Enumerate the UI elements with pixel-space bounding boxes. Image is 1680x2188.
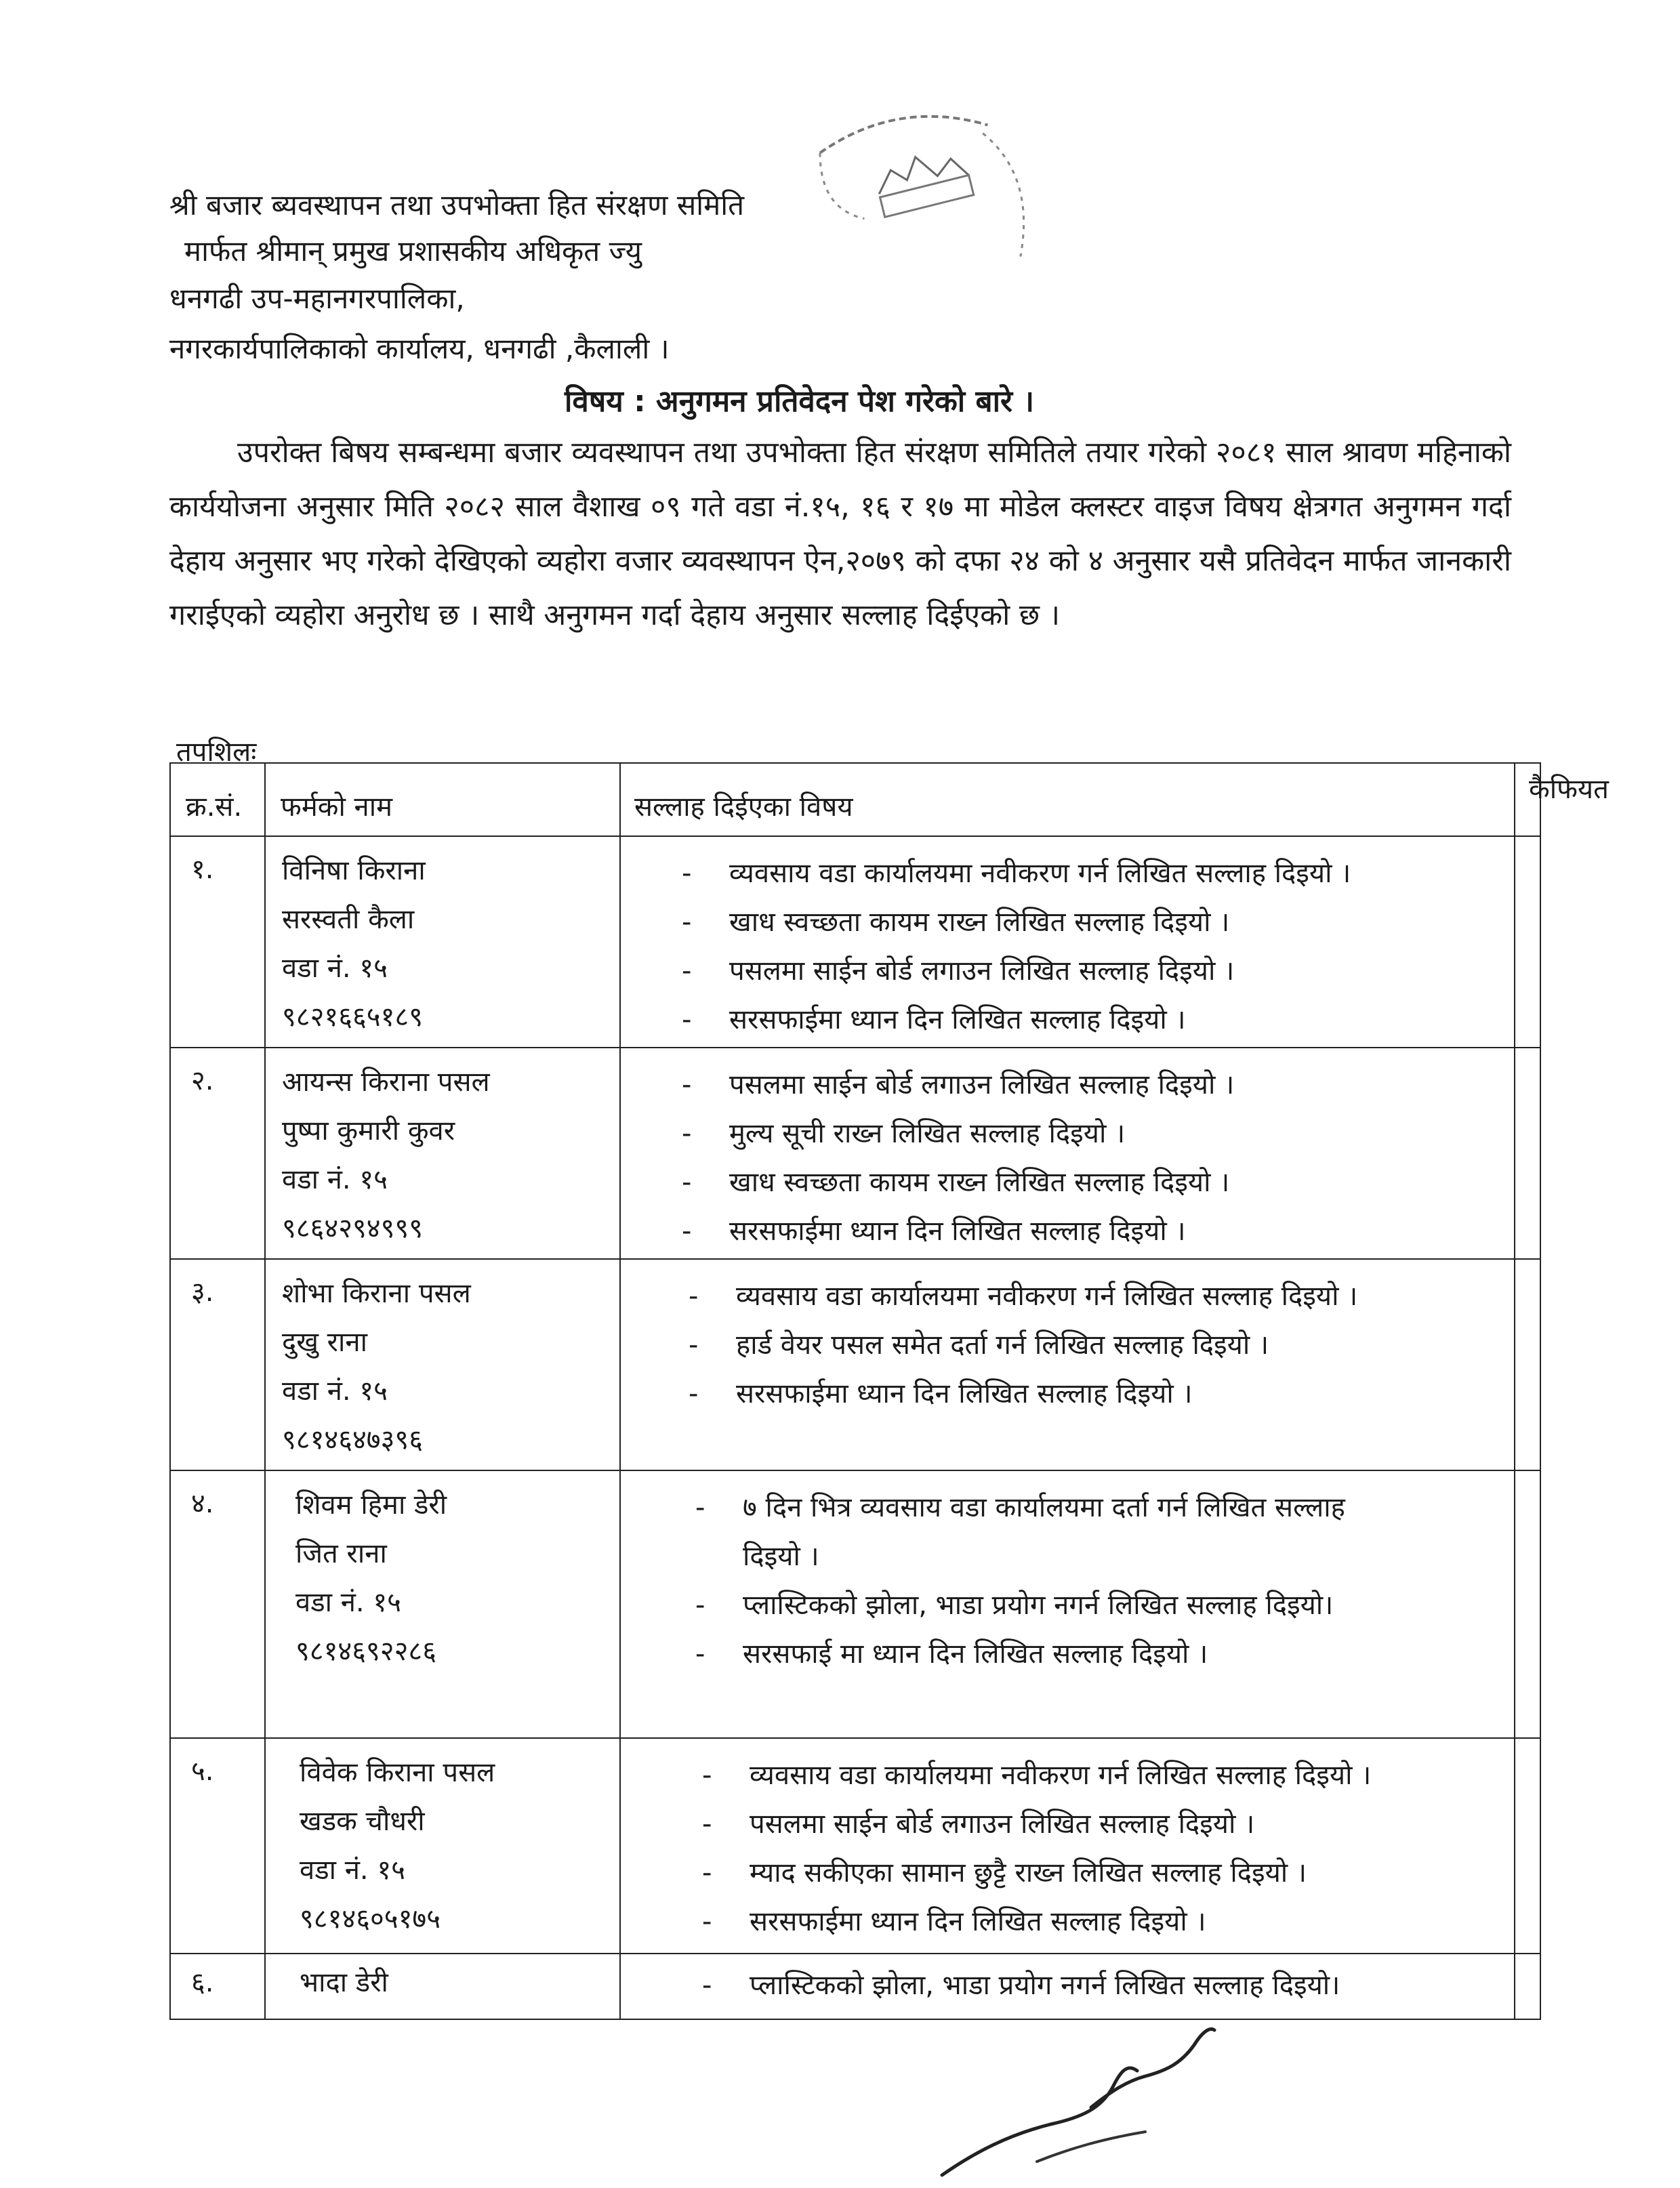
advice-item: व्यवसाय वडा कार्यालयमा नवीकरण गर्न लिखित सल्लाह दिइयो । — [750, 1760, 1372, 1791]
table-row — [170, 1954, 1540, 2019]
header-remarks: कैफियत — [1515, 763, 1540, 836]
firm-name: भादा डेरी — [300, 1967, 388, 1998]
firm-name: विनिषा किराना — [282, 855, 426, 886]
row-serial: १. — [191, 854, 214, 885]
recipient-line-2: मार्फत श्रीमान् प्रमुख प्रशासकीय अधिकृत ज्यु — [184, 234, 642, 268]
subject-text: विषय : अनुगमन प्रतिवेदन पेश गरेको बारे । — [565, 384, 1034, 419]
body-paragraph — [169, 426, 1511, 642]
advice-list: - व्यवसाय वडा कार्यालयमा नवीकरण गर्न लिखित सल्लाह दिइयो । - पसलमा साईन बोर्ड लगाउन लिखित सल्लाह दिइयो । - म्याद सकीएका सामान छुट्टै राख्न लिखित सल्लाह दिइयो । - सरसफाईमा ध्यान दिन लिखित सल्लाह दिइयो । — [702, 1760, 1372, 1937]
table-row — [170, 1470, 1540, 1738]
firm-details — [266, 1739, 619, 1949]
phone-number: ९८१४६०५१७५ — [300, 1903, 441, 1935]
firm-name: विवेक किराना पसल — [300, 1757, 495, 1788]
body-text: उपरोक्त बिषय सम्बन्धमा बजार व्यवस्थापन तथा उपभोक्ता हित संरक्षण समितिले तयार गरेको २०८१ साल श्रावण महिनाको कार्ययोजना अनुसार मिति २०८२ साल वैशाख ०९ गते वडा नं.१५, १६ र १७ मा मोडेल क्लस्टर वाइज विषय क्षेत्रगत अनुगमन गर्दा देहाय अनुसार भए गरेको देखिएको व्यहोरा वजार व्यवस्थापन ऐन,२०७९ को दफा २४ को ४ अनुसार यसै प्रतिवेदन मार्फत जानकारी गराईएको व्यहोरा अनुरोध छ । साथै अनुगमन गर्दा देहाय अनुसार सल्लाह दिईएको छ । — [169, 436, 1511, 632]
advice-item: म्याद सकीएका सामान छुट्टै राख्न लिखित सल्लाह दिइयो । — [750, 1857, 1307, 1888]
owner-name: पुष्पा कुमारी कुवर — [282, 1115, 455, 1147]
advice-list: - व्यवसाय वडा कार्यालयमा नवीकरण गर्न लिखित सल्लाह दिइयो । - खाध स्वच्छता कायम राख्न लिखित सल्लाह दिइयो । - पसलमा साईन बोर्ड लगाउन लिखित सल्लाह दिइयो । - सरसफाईमा ध्यान दिन लिखित सल्लाह दिइयो । — [682, 858, 1351, 1035]
office-stamp — [786, 102, 1071, 346]
firm-details — [266, 837, 619, 1047]
advice-list: - व्यवसाय वडा कार्यालयमा नवीकरण गर्न लिखित सल्लाह दिइयो । - हार्ड वेयर पसल समेत दर्ता गर्न लिखित सल्लाह दिइयो । - सरसफाईमा ध्यान दिन लिखित सल्लाह दिइयो । — [689, 1281, 1358, 1409]
row-serial: २. — [191, 1065, 214, 1096]
advice-item: पसलमा साईन बोर्ड लगाउन लिखित सल्लाह दिइयो । — [729, 1069, 1235, 1100]
ward-number: वडा नं. १५ — [295, 1587, 401, 1618]
signature — [935, 2006, 1220, 2182]
phone-number: ९८२१६६५१८९ — [282, 1002, 423, 1033]
ward-number: वडा नं. १५ — [300, 1855, 405, 1886]
header-advice: सल्लाह दिईएका विषय — [620, 763, 1515, 836]
firm-details — [266, 1954, 619, 2012]
firm-name: आयन्स किराना पसल — [282, 1067, 490, 1098]
row-serial: ५. — [191, 1756, 214, 1787]
ward-number: वडा नं. १५ — [282, 1164, 388, 1195]
row-serial: ४. — [191, 1488, 214, 1519]
advice-item: प्लास्टिकको झोला, भाडा प्रयोग नगर्न लिखित सल्लाह दिइयो। — [743, 1590, 1334, 1621]
firm-name: शिवम हिमा डेरी — [295, 1489, 447, 1521]
advice-table — [169, 762, 1609, 2020]
phone-number: ९८१४६९२२८६ — [295, 1636, 436, 1667]
table-header-row — [170, 763, 1540, 836]
advice-item: पसलमा साईन बोर्ड लगाउन लिखित सल्लाह दिइयो । — [729, 955, 1235, 987]
firm-name: शोभा किराना पसल — [282, 1278, 471, 1309]
row-remarks — [1515, 1738, 1540, 1954]
advice-list: - पसलमा साईन बोर्ड लगाउन लिखित सल्लाह दिइयो । - मुल्य सूची राख्न लिखित सल्लाह दिइयो । - खाध स्वच्छता कायम राख्न लिखित सल्लाह दिइयो । - सरसफाईमा ध्यान दिन लिखित सल्लाह दिइयो । — [682, 1069, 1235, 1247]
row-remarks — [1515, 1470, 1540, 1738]
advice-item: खाध स्वच्छता कायम राख्न लिखित सल्लाह दिइयो । — [729, 1167, 1230, 1198]
recipient-line-4: नगरकार्यपालिकाको कार्यालय, धनगढी ,कैलाली । — [169, 332, 670, 365]
advice-item: सरसफाईमा ध्यान दिन लिखित सल्लाह दिइयो । — [729, 1216, 1186, 1247]
ward-number: वडा नं. १५ — [282, 953, 388, 984]
header-firm: फर्मको नाम — [265, 763, 620, 836]
owner-name: खडक चौधरी — [300, 1806, 425, 1837]
table-row — [170, 836, 1540, 1048]
row-remarks — [1515, 1954, 1540, 2019]
row-remarks — [1515, 1259, 1540, 1470]
table-row — [170, 1048, 1540, 1259]
row-serial: ६. — [191, 1967, 214, 1998]
row-remarks — [1515, 836, 1540, 1048]
advice-item: सरसफाईमा ध्यान दिन लिखित सल्लाह दिइयो । — [750, 1906, 1206, 1937]
advice-item: व्यवसाय वडा कार्यालयमा नवीकरण गर्न लिखित सल्लाह दिइयो । — [729, 858, 1351, 889]
firm-details — [266, 1471, 619, 1681]
advice-item: हार्ड वेयर पसल समेत दर्ता गर्न लिखित सल्लाह दिइयो । — [736, 1329, 1269, 1361]
row-serial: ३. — [191, 1277, 214, 1308]
advice-list: - प्लास्टिकको झोला, भाडा प्रयोग नगर्न लिखित सल्लाह दिइयो। — [702, 1970, 1340, 2001]
table-row — [170, 1259, 1540, 1470]
header-serial: क्र.सं. — [170, 763, 265, 836]
details-label: तपशिलः — [176, 737, 257, 768]
advice-item: प्लास्टिकको झोला, भाडा प्रयोग नगर्न लिखित सल्लाह दिइयो। — [750, 1970, 1340, 2001]
firm-details — [266, 1048, 619, 1258]
advice-list: - ७ दिन भित्र व्यवसाय वडा कार्यालयमा दर्ता गर्न लिखित सल्लाह दिइयो । - प्लास्टिकको झोला, भाडा प्रयोग नगर्न लिखित सल्लाह दिइयो। - सरसफाई मा ध्यान दिन लिखित सल्लाह दिइयो । — [695, 1492, 1345, 1670]
table-row — [170, 1738, 1540, 1954]
owner-name: जित राना — [295, 1538, 387, 1569]
recipient-line-3: धनगढी उप-महानगरपालिका, — [169, 282, 465, 315]
phone-number: ९८६४२९४९९९ — [282, 1213, 423, 1244]
owner-name: सरस्वती कैला — [282, 904, 415, 935]
advice-item: सरसफाई मा ध्यान दिन लिखित सल्लाह दिइयो । — [743, 1638, 1208, 1670]
recipient-line-1: श्री बजार ब्यवस्थापन तथा उपभोक्ता हित संरक्षण समिति — [169, 188, 745, 222]
ward-number: वडा नं. १५ — [282, 1376, 388, 1407]
row-remarks — [1515, 1048, 1540, 1259]
advice-item: पसलमा साईन बोर्ड लगाउन लिखित सल्लाह दिइयो । — [750, 1809, 1255, 1840]
advice-item: सरसफाईमा ध्यान दिन लिखित सल्लाह दिइयो । — [736, 1378, 1193, 1409]
advice-item: मुल्य सूची राख्न लिखित सल्लाह दिइयो । — [729, 1118, 1126, 1149]
advice-item: सरसफाईमा ध्यान दिन लिखित सल्लाह दिइयो । — [729, 1004, 1186, 1035]
advice-item: व्यवसाय वडा कार्यालयमा नवीकरण गर्न लिखित सल्लाह दिइयो । — [736, 1281, 1358, 1312]
subject-line — [0, 379, 1680, 420]
firm-details — [266, 1260, 619, 1470]
advice-item: ७ दिन भित्र व्यवसाय वडा कार्यालयमा दर्ता गर्न लिखित सल्लाह दिइयो । — [743, 1492, 1345, 1572]
phone-number: ९८१४६४७३९६ — [282, 1424, 423, 1456]
owner-name: दुखु राना — [282, 1327, 367, 1358]
advice-item: खाध स्वच्छता कायम राख्न लिखित सल्लाह दिइयो । — [729, 907, 1230, 938]
